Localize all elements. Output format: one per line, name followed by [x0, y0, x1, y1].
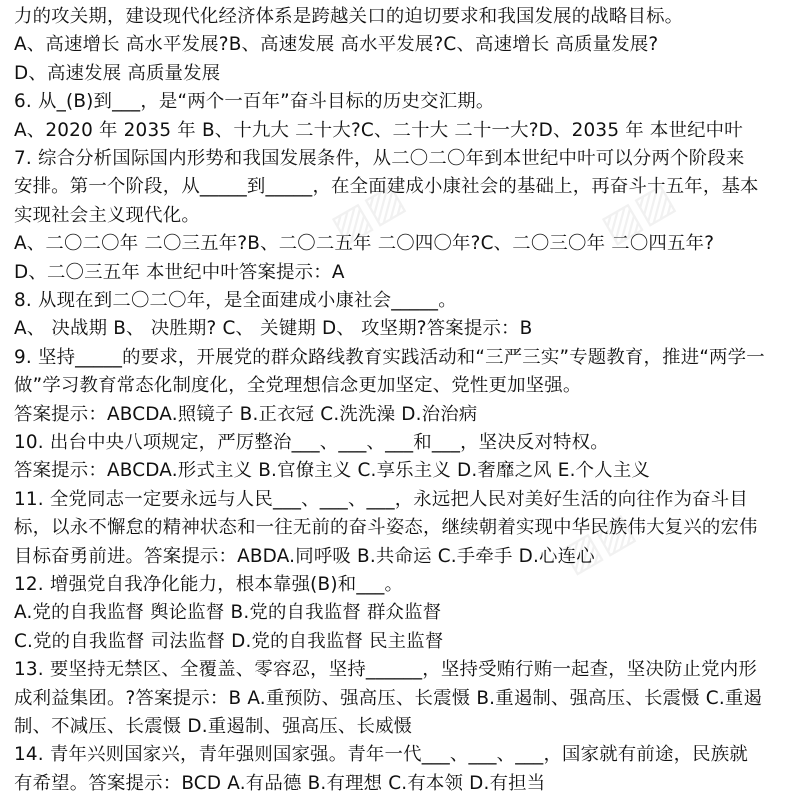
watermark: ▨▨	[553, 504, 643, 582]
watermark: ▨▨	[593, 174, 683, 252]
text-line: 力的攻关期，建设现代化经济体系是跨越关口的迫切要求和我国发展的战略目标。	[14, 6, 684, 27]
text-line: 制、不减压、长震慑 D.重遏制、强高压、长威慑	[14, 716, 413, 737]
question-7: 7. 综合分析国际国内形势和我国发展条件，从二〇二〇年到本世纪中叶可以分两个阶段来	[14, 148, 745, 169]
text-line: D、高速发展 高质量发展	[14, 62, 221, 84]
watermark: ▨▨	[323, 174, 413, 252]
question-6: 6. 从_(B)到___，是“两个一百年”奋斗目标的历史交汇期。	[14, 91, 495, 113]
text-line: 安排。第一个阶段，从_____到_____，在全面建成小康社会的基础上，再奋斗十五年，基本	[14, 176, 759, 198]
text-line: 标，以永不懈怠的精神状态和一往无前的奋斗姿态，继续朝着实现中华民族伟大复兴的宏伟	[14, 517, 758, 539]
text-line: 目标奋勇前进。答案提示：ABDA.同呼吸 B.共命运 C.手牵手 D.心连心	[14, 545, 595, 567]
text-line: 答案提示：ABCDA.照镜子 B.正衣冠 C.洗洗澡 D.治治病	[14, 403, 478, 425]
text-line: D、二〇三五年 本世纪中叶答案提示：A	[14, 261, 345, 283]
question-13: 13. 要坚持无禁区、全覆盖、零容忍，坚持______，坚持受贿行贿一起查，坚决防止党内形	[14, 659, 757, 681]
question-8: 8. 从现在到二〇二〇年，是全面建成小康社会_____。	[14, 290, 457, 311]
question-10: 10. 出台中央八项规定，严厉整治___、___、___和___，坚决反对特权。	[14, 432, 609, 453]
text-line: 有希望。答案提示：BCD A.有品德 B.有理想 C.有本领 D.有担当	[14, 772, 546, 794]
text-line: A、二〇二〇年 二〇三五年?B、二〇二五年 二〇四〇年?C、二〇三〇年 二〇四五年?	[14, 233, 715, 255]
text-line: 成利益集团。?答案提示：B A.重预防、强高压、长震慑 B.重遏制、强高压、长震慑 C.重遏	[14, 687, 763, 709]
text-line: 做”学习教育常态化制度化，全党理想信念更加坚定、党性更加坚强。	[14, 375, 582, 397]
text-line: 答案提示：ABCDA.形式主义 B.官僚主义 C.享乐主义 D.奢靡之风 E.个人主义	[14, 460, 651, 482]
question-11: 11. 全党同志一定要永远与人民___、___、___，永远把人民对美好生活的向往作为奋斗目	[14, 488, 748, 510]
text-line: A.党的自我监督 舆论监督 B.党的自我监督 群众监督	[14, 602, 442, 624]
question-9: 9. 坚持_____的要求，开展党的群众路线教育实践活动和“三严三实”专题教育，推进“两学一	[14, 346, 765, 368]
question-14: 14. 青年兴则国家兴，青年强则国家强。青年一代___、___、___，国家就有前途，民族就	[14, 744, 748, 766]
text-line: A、2020 年 2035 年 B、十九大 二十大?C、二十大 二十一大?D、2035 年 本世纪中叶	[14, 119, 743, 141]
question-12: 12. 增强党自我净化能力，根本靠强(B)和___。	[14, 574, 404, 595]
text-line: 实现社会主义现代化。	[14, 204, 200, 226]
text-line: C.党的自我监督 司法监督 D.党的自我监督 民主监督	[14, 630, 444, 652]
text-line: A、 决战期 B、 决胜期? C、 关键期 D、 攻坚期?答案提示：B	[14, 318, 533, 340]
text-line: A、高速增长 高水平发展?B、高速发展 高水平发展?C、高速增长 高质量发展?	[14, 34, 659, 56]
